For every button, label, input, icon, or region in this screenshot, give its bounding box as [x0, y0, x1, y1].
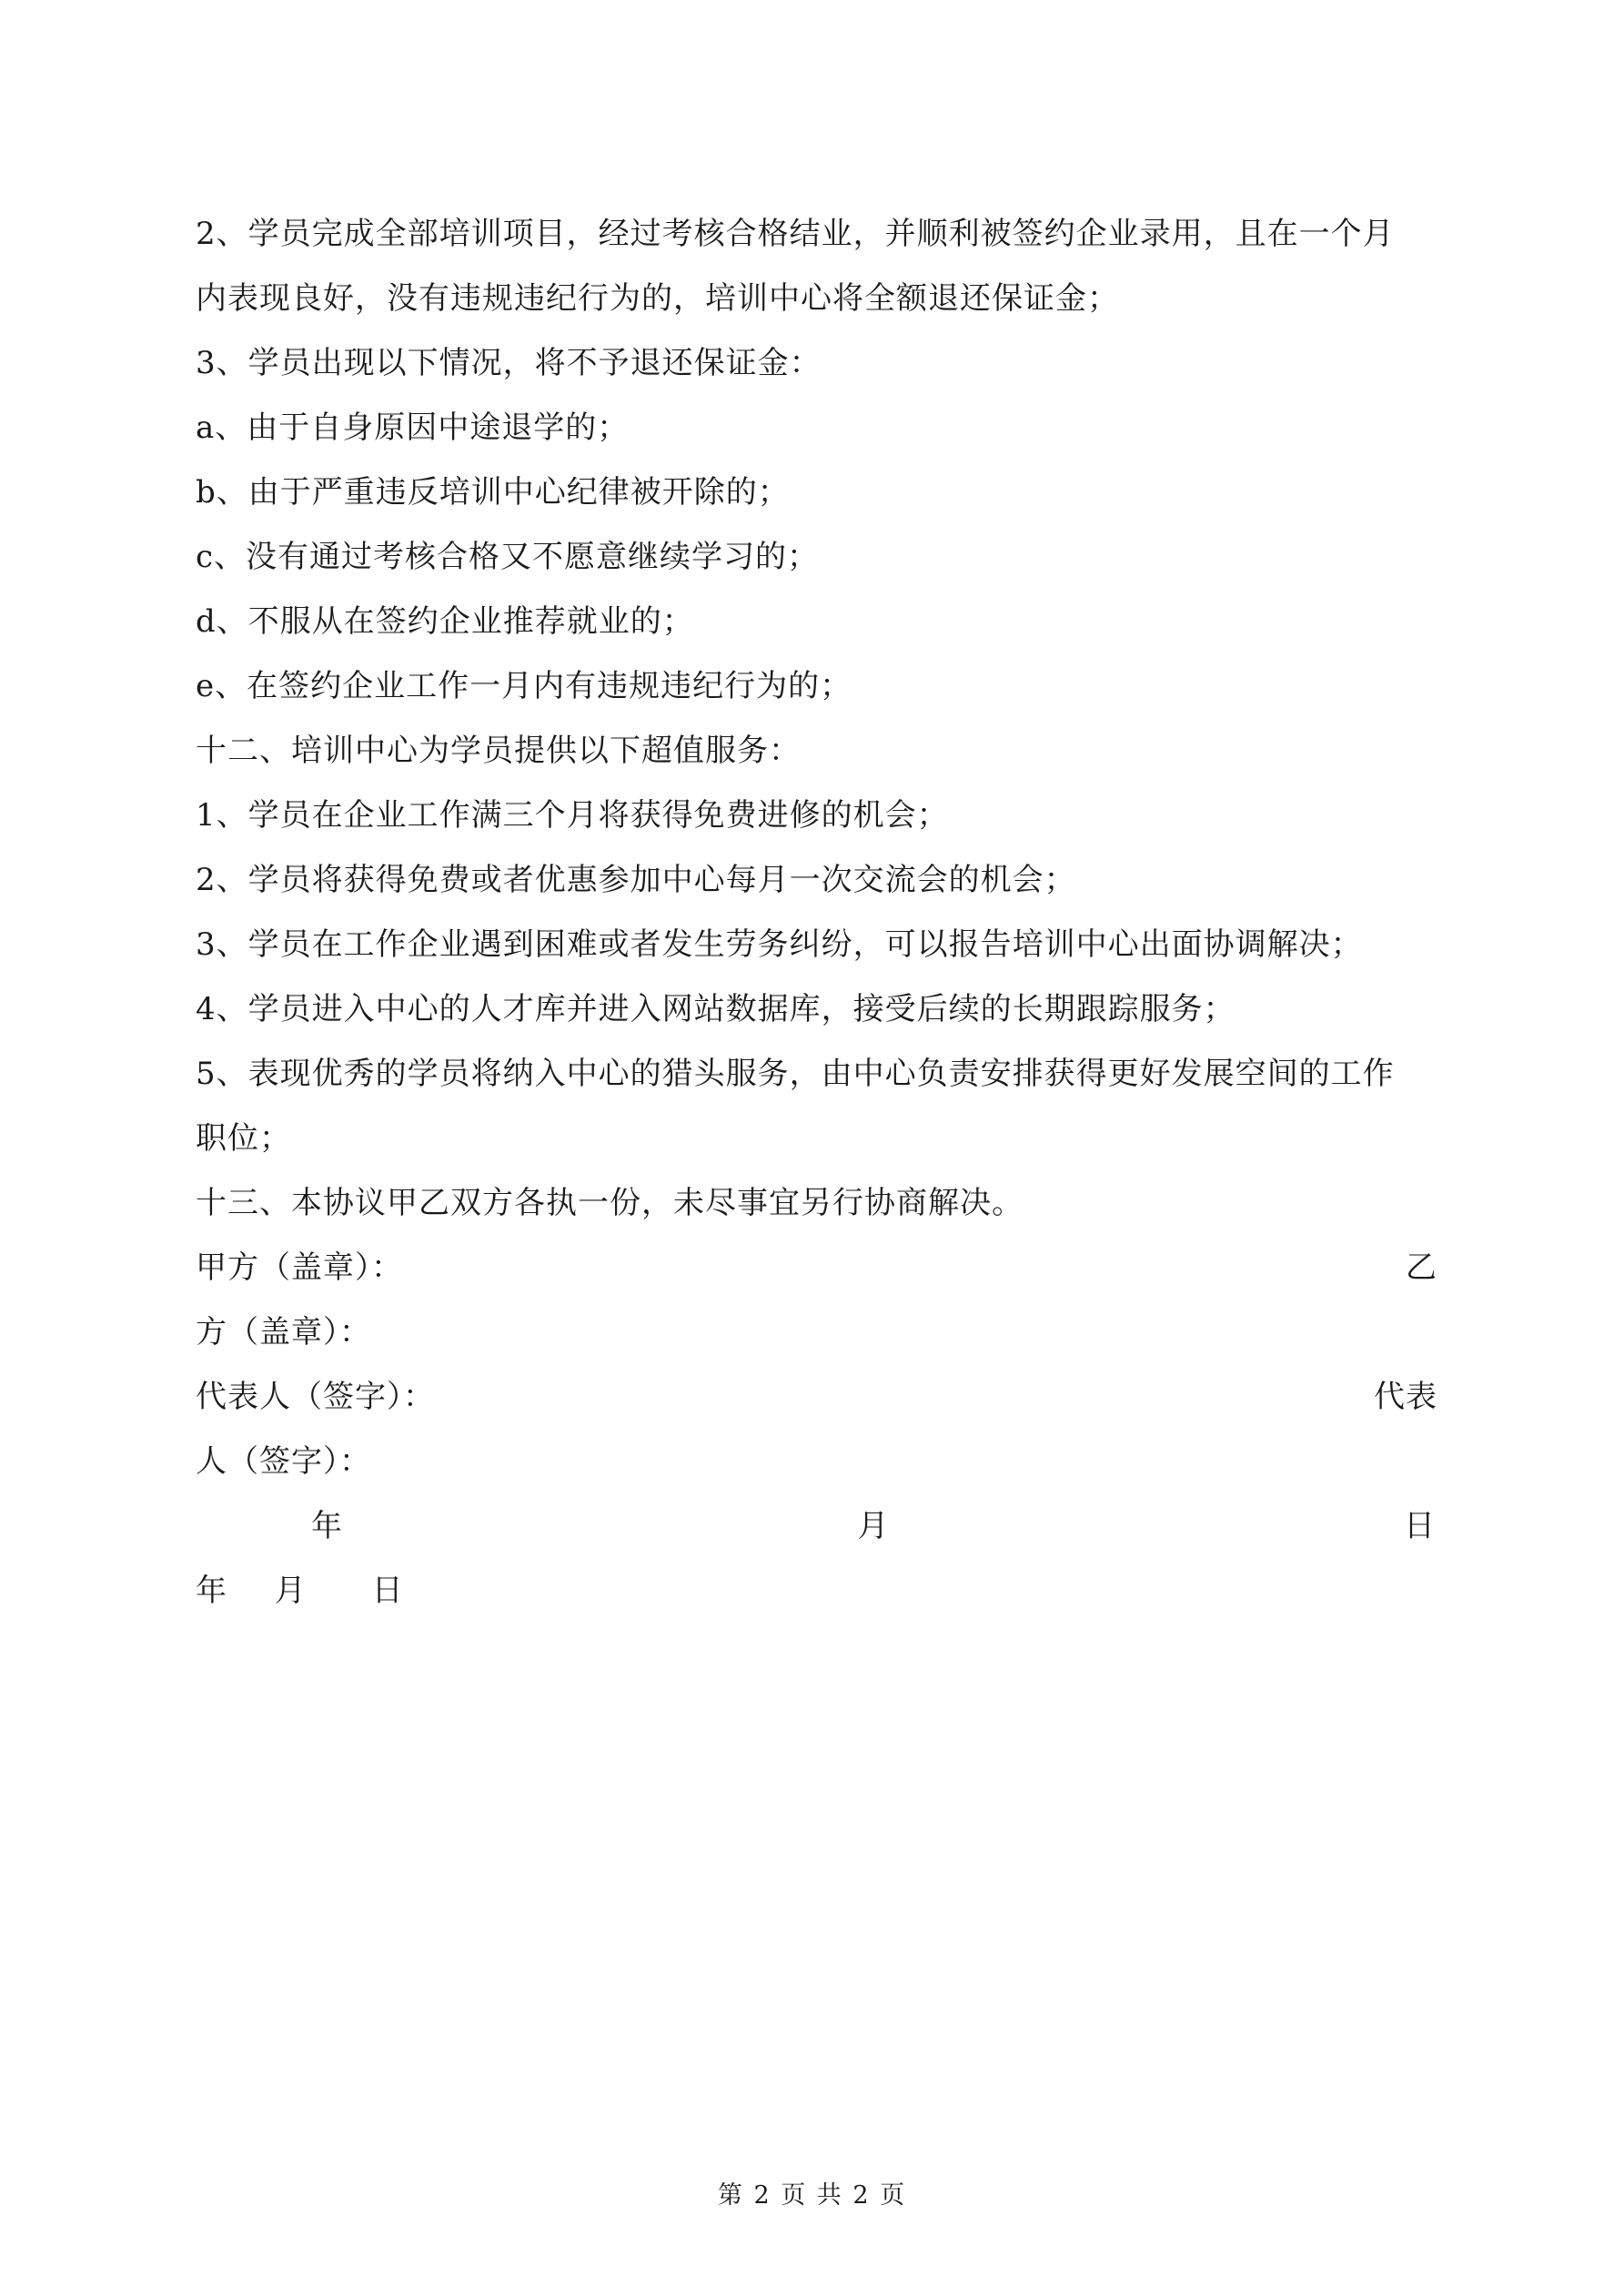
paragraph-line: d、不服从在签约企业推荐就业的； [196, 603, 694, 640]
document-body [196, 202, 1437, 1623]
date-row-a [196, 1494, 1437, 1559]
rep-b-label-end: 人（签字）： [196, 1443, 371, 1480]
paragraph-line: 1、学员在企业工作满三个月将获得免费进修的机会； [196, 797, 949, 834]
paragraph-line: 2、学员完成全部培训项目，经过考核合格结业，并顺利被签约企业录用，且在一个月 [196, 216, 1395, 252]
date-row-b [196, 1559, 1437, 1623]
month-a-label: 月 [857, 1508, 890, 1544]
paragraph-line: 3、学员在工作企业遇到困难或者发生劳务纠纷，可以报告培训中心出面协调解决； [196, 926, 1363, 963]
day-a-label: 日 [1404, 1508, 1436, 1544]
paragraph-line: 4、学员进入中心的人才库并进入网站数据库，接受后续的长期跟踪服务； [196, 991, 1236, 1027]
paragraph-line: a、由于自身原因中途退学的； [196, 410, 630, 446]
paragraph-line: 内表现良好，没有违规违纪行为的，培训中心将全额退还保证金； [196, 280, 1119, 317]
year-b-label: 年 [196, 1573, 227, 1609]
day-b-label: 日 [371, 1573, 404, 1609]
rep-b-label-start: 代表 [1374, 1379, 1437, 1415]
paragraph-line: 2、学员将获得免费或者优惠参加中心每月一次交流会的机会； [196, 862, 1076, 898]
signature-rep-row [196, 1365, 1437, 1430]
paragraph-line: 职位； [196, 1120, 291, 1157]
rep-a-label: 代表人（签字）： [196, 1379, 435, 1415]
paragraph-line: 5、表现优秀的学员将纳入中心的猎头服务，由中心负责安排获得更好发展空间的工作 [196, 1056, 1395, 1092]
paragraph-line: c、没有通过考核合格又不愿意继续学习的； [196, 539, 820, 575]
paragraph-line: 3、学员出现以下情况，将不予退还保证金： [196, 345, 822, 381]
section-heading: 十二、培训中心为学员提供以下超值服务： [196, 733, 801, 769]
month-b-label: 月 [274, 1573, 307, 1609]
party-a-seal-label: 甲方（盖章）： [196, 1249, 403, 1286]
party-b-seal-label-start: 乙 [1406, 1249, 1437, 1286]
paragraph-line: e、在签约企业工作一月内有违规违纪行为的； [196, 668, 852, 704]
section-heading: 十三、本协议甲乙双方各执一份，未尽事宜另行协商解决。 [196, 1185, 1024, 1221]
paragraph-line: b、由于严重违反培训中心纪律被开除的； [196, 474, 790, 511]
party-b-seal-label-end: 方（盖章）： [196, 1314, 371, 1350]
signature-seal-row [196, 1236, 1437, 1300]
page-number-footer: 第 2 页 共 2 页 [717, 2181, 907, 2210]
year-a-label: 年 [311, 1508, 343, 1544]
